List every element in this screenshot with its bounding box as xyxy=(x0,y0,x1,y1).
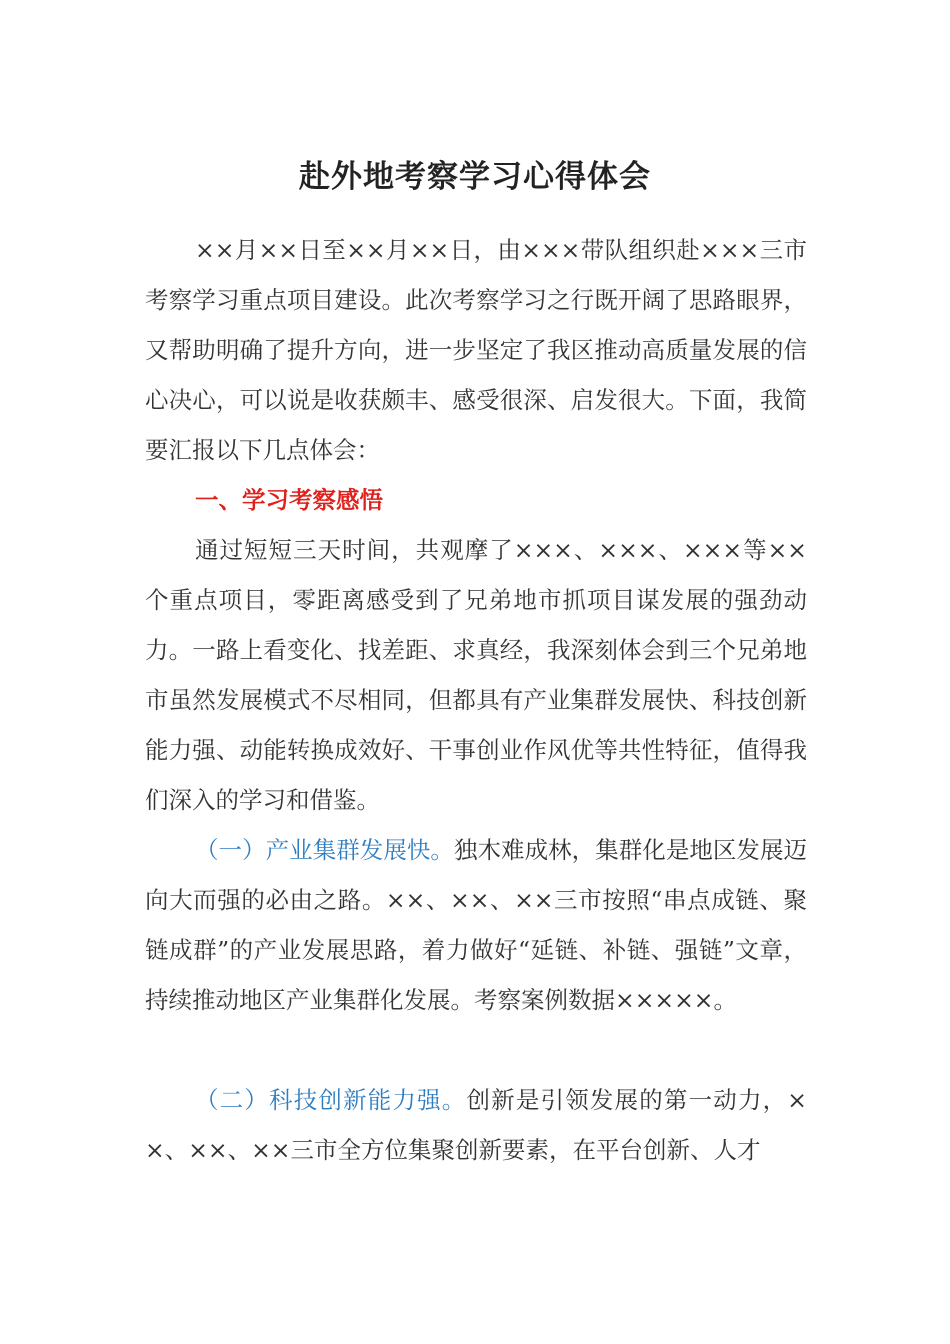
subsection1-paragraph xyxy=(145,825,807,1025)
document-title: 赴外地考察学习心得体会 xyxy=(299,159,651,195)
subsection2-body: 创新是引领发展的第一动力，××、××、××三市全方位集聚创新要素，在平台创新、人才 xyxy=(145,1086,808,1164)
intro-paragraph: ××月××日至××月××日，由×××带队组织赴×××三市考察学习重点项目建设。此次考察学习之行既开阔了思路眼界，又帮助明确了提升方向，进一步坚定了我区推动高质量发展的信心决心，可以说是收获颇丰、感受很深、启发很大。下面，我简要汇报以下几点体会： xyxy=(145,236,807,464)
subsection1-body: 独木难成林，集群化是地区发展迈向大而强的必由之路。××、××、××三市按照“串点成链、聚链成群”的产业发展思路，着力做好“延链、补链、强链”文章，持续推动地区产业集群化发展。考察案例数据×××××。 xyxy=(145,836,808,1014)
subsection-heading-1: （一）产业集群发展快。 xyxy=(195,836,454,864)
section1-paragraph: 通过短短三天时间，共观摩了×××、×××、×××等××个重点项目，零距离感受到了兄弟地市抓项目谋发展的强劲动力。一路上看变化、找差距、求真经，我深刻体会到三个兄弟地市虽然发展模式不尽相同，但都具有产业集群发展快、科技创新能力强、动能转换成效好、干事创业作风优等共性特征，值得我们深入的学习和借鉴。 xyxy=(145,536,807,814)
subsection2-paragraph xyxy=(145,1075,807,1175)
section-heading-1: 一、学习考察感悟 xyxy=(195,486,383,514)
subsection-heading-2: （二）科技创新能力强。 xyxy=(195,1086,467,1114)
